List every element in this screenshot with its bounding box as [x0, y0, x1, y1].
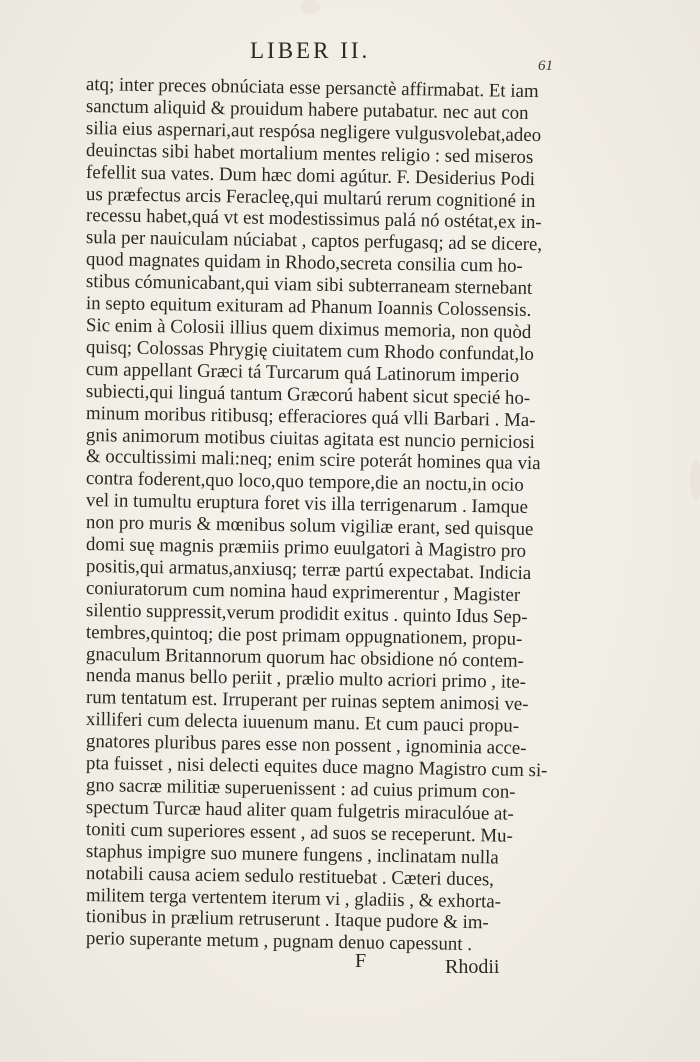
text-line: positis,qui armatus,anxiusq; terræ partú expectabat. Indicia — [85, 555, 532, 584]
text-line: vel in tumultu eruptura foret vis illa terrigenarum . Iamque — [85, 490, 529, 519]
text-line: minum moribus ritibusq; efferaciores quá vlli Barbari . Ma- — [85, 402, 536, 431]
page-header — [0, 38, 700, 74]
text-line: staphus impigre suo munere fungens , inclinatam nulla — [85, 840, 499, 869]
text-line: quisq; Colossas Phrygię ciuitatem cum Rhodo confundat,lo — [85, 336, 535, 365]
text-line: sula per nauiculam núciabat , captos perfugasq; ad se dicere, — [85, 227, 543, 256]
text-line: silentio suppressit,verum prodidit exitus . quinto Idus Sep- — [85, 599, 528, 628]
body-text — [85, 74, 556, 956]
running-title: LIBER II. — [250, 38, 371, 63]
text-line: domi suę magnis præmiis primo euulgatori à Magistro pro — [85, 534, 527, 562]
text-line: rum tentatum est. Irruperant per ruinas septem animosi ve- — [85, 687, 529, 716]
text-line: xilliferi cum delecta iuuenum manu. Et cum pauci propu- — [85, 709, 520, 738]
text-line: militem terga vertentem iterum vi , gladiis , & exhorta- — [85, 884, 502, 913]
text-line: sanctum aliquid & prouidum habere putabatur. nec aut con — [85, 95, 529, 124]
text-line: gnatores pluribus pares esse non possent , ignominia acce- — [85, 731, 527, 760]
text-line: non pro muris & mœnibus solum vigiliæ erant, sed quisque — [85, 512, 534, 541]
page-number: 61 — [538, 58, 553, 74]
text-line: pta fuisset , nisi delecti equites duce magno Magistro cum si- — [85, 753, 548, 782]
signature-mark: F — [355, 950, 367, 972]
text-line: deuinctas sibi habet mortalium mentes religio : sed miseros — [85, 139, 534, 168]
text-line: tembres,quintoq; die post primam oppugnationem, propu- — [85, 621, 523, 650]
text-line: toniti cum superiores essent , ad suos se receperunt. Mu- — [85, 818, 514, 847]
text-line: recessu habet,quá vt est modestissimus palá nó ostétat,ex in- — [85, 205, 542, 234]
page-footer — [0, 950, 700, 990]
text-line: notabili causa aciem sedulo restituebat . Cæteri duces, — [85, 862, 495, 891]
text-line: subiecti,qui linguá tantum Græcorú habent sicut specié ho- — [85, 380, 531, 409]
catchword: Rhodii — [445, 956, 500, 978]
text-line: fefellit sua vates. Dum hæc domi agútur. F. Desiderius Podi — [85, 161, 536, 190]
text-line: stibus cómunicabant,qui viam sibi subterraneam sternebant — [85, 271, 533, 300]
text-line: in septo equitum exituram ad Phanum Ioannis Colossensis. — [85, 293, 532, 322]
text-line: coniuratorum cum nomina haud exprimerentur , Magister — [85, 577, 521, 606]
text-line: atq; inter preces obnúciata esse persanctè affirmabat. Et iam — [85, 74, 539, 103]
text-line: nenda manus bello periit , prælio multo acriori primo , ite- — [85, 665, 527, 694]
text-line: spectum Turcæ haud aliter quam fulgetris miraculóue at- — [85, 796, 515, 825]
text-line: gno sacræ militiæ superuenissent : ad cuius primum con- — [85, 775, 516, 803]
text-line: silia eius aspernari,aut respósa negligere vulgusvolebat,adeo — [85, 117, 542, 146]
text-line: quod magnates quidam in Rhodo,secreta consilia cum ho- — [85, 249, 523, 278]
text-line: gnis animorum motibus ciuitas agitata est nuncio perniciosi — [85, 424, 536, 453]
text-line: cum appellant Græci tá Turcarum quá Latinorum imperio — [85, 358, 520, 387]
text-line: us præfectus arcis Feracleę,qui multarú rerum cognitioné in — [85, 183, 536, 212]
text-line: Sic enim à Colosii illius quem diximus memoria, non quòd — [85, 314, 532, 343]
text-line: perio superante metum , pugnam denuo capessunt . — [85, 928, 473, 956]
text-line: contra foderent,quo loco,quo tempore,die an noctu,in ocio — [85, 468, 524, 497]
text-line: tionibus in prælium retruserunt . Itaque pudore & im- — [85, 906, 489, 934]
paper-stain — [300, 0, 320, 14]
text-line: & occultissimi mali:neq; enim scire poterát homines qua via — [85, 446, 541, 475]
text-line: gnaculum Britannorum quorum hac obsidione nó contem- — [85, 643, 525, 672]
paper-stain — [690, 460, 700, 500]
